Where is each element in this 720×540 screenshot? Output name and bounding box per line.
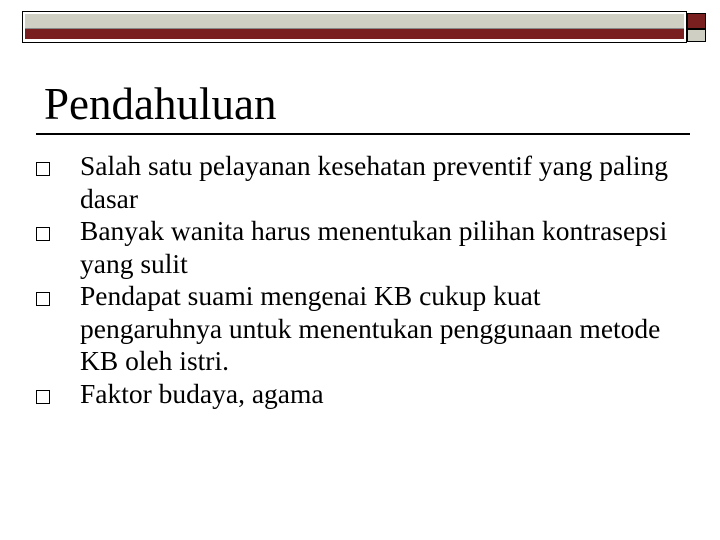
slide-title: Pendahuluan [44, 79, 277, 129]
bullet-text: Faktor budaya, agama [80, 377, 324, 409]
corner-red-block [687, 13, 706, 29]
hollow-square-icon [36, 390, 50, 404]
bullet-item [36, 280, 686, 378]
hollow-square-icon [36, 292, 50, 306]
hollow-square-icon [36, 162, 50, 176]
bullet-text: Salah satu pelayanan kesehatan preventif yang paling dasar [80, 150, 668, 214]
title-underline [36, 133, 690, 135]
corner-grey-block [687, 29, 706, 42]
bullet-text: Pendapat suami mengenai KB cukup kuat pengaruhnya untuk menentukan penggunaan metode KB oleh istri. [80, 280, 661, 376]
bullet-item [36, 150, 686, 215]
header-red-stripe [25, 29, 684, 39]
bullet-item [36, 215, 686, 280]
hollow-square-icon [36, 227, 50, 241]
header-decoration-bar [22, 11, 687, 43]
bullet-item [36, 378, 686, 411]
bullet-text: Banyak wanita harus menentukan pilihan kontrasepsi yang sulit [80, 215, 668, 279]
bullet-list [36, 150, 686, 410]
header-grey-stripe [25, 14, 684, 29]
